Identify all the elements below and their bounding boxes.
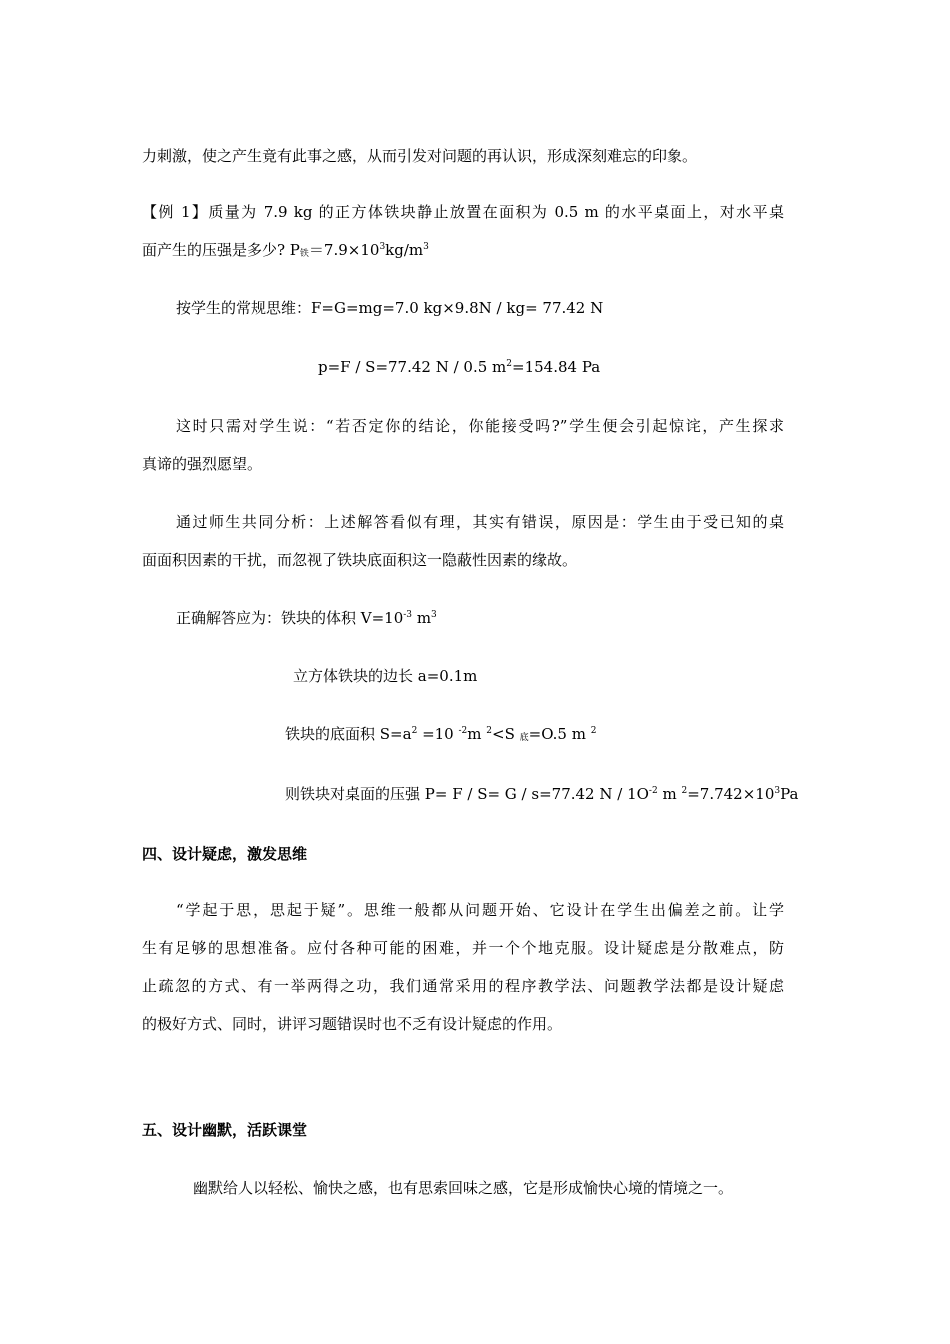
paragraph-line: “学起于思，思起于疑”。思维一般都从问题开始、它设计在学生出偏差之前。让学 [176,901,784,919]
pressure-formula: p=F / S=77.42 N / 0.5 $m^2=154.84$ Pa [318,358,601,376]
example-1-line: 面产生的压强是多少? $P_铁=7.9\times 10^3kg/m^3$ [142,241,429,259]
paragraph-line: 力刺激，使之产生竟有此事之感，从而引发对问题的再认识，形成深刻难忘的印象。 [142,147,698,165]
correct-answer-line: 正确解答应为：铁块的体积 $V=10^{-3}$ $m^3$ [176,609,437,627]
normal-thinking-line: 按学生的常规思维：F=G=mg=7.0 kg×9.8N / kg= 77.42 N [176,299,604,317]
paragraph-line: 面面积因素的干扰，而忽视了铁块底面积这一隐蔽性因素的缘故。 [142,551,578,569]
paragraph-line: 真谛的强烈愿望。 [142,455,263,473]
paragraph-line: 生有足够的思想准备。应付各种可能的困难，并一个个地克服。设计疑虑是分散难点，防 [142,939,784,957]
section-heading-5: 五、设计幽默，活跃课堂 [142,1121,308,1139]
base-area-line: 铁块的底面积 $S=a^2 =10$ $^{-2}$m $^2$<S $_底$=O.5 m $^2$ [285,725,597,743]
section-heading-4: 四、设计疑虑，激发思维 [142,845,308,863]
paragraph-line: 通过师生共同分析：上述解答看似有理，其实有错误，原因是：学生由于受已知的桌 [176,513,784,531]
edge-length-line: 立方体铁块的边长 a=0.1m [293,667,478,685]
paragraph-line: 幽默给人以轻松、愉快之感，也有思索回味之感，它是形成愉快心境的情境之一。 [193,1179,734,1197]
paragraph-line: 止疏忽的方式、有一举两得之功，我们通常采用的程序教学法、问题教学法都是设计疑虑 [142,977,784,995]
paragraph-line: 这时只需对学生说：“若否定你的结论，你能接受吗?”学生便会引起惊诧，产生探求 [176,417,784,435]
paragraph-line: 的极好方式、同时，讲评习题错误时也不乏有设计疑虑的作用。 [142,1015,563,1033]
pressure-result-line: 则铁块对桌面的压强 P= F / S= G / s=77.42 N / $1O^{-2}$ m $^2=7.742\times 10^3Pa$ [285,785,799,803]
example-1-line: 【例 1】质量为 7.9 kg 的正方体铁块静止放置在面积为 0.5 m 的水平桌面上，对水平桌 [142,203,784,221]
